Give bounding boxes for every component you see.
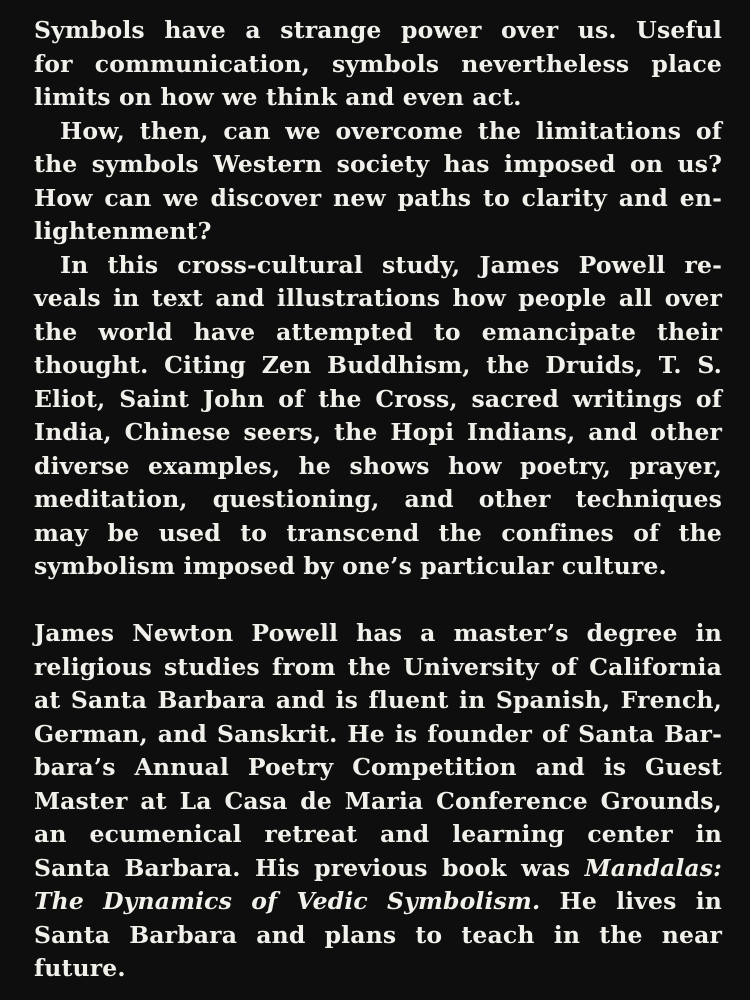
text-line: India, Chinese seers, the Hopi Indians, and other <box>34 418 722 446</box>
author-bio-paragraph <box>34 617 722 986</box>
text-line: may be used to transcend the confines of the <box>34 518 722 547</box>
text-line: Master at La Casa de Maria Conference Grounds, <box>34 786 722 815</box>
book-back-cover-text <box>34 14 722 986</box>
book-title-part2: The Dynamics of Vedic Symbolism. <box>34 887 541 915</box>
text-line: meditation, questioning, and other techniques <box>34 485 722 513</box>
study-description-paragraph <box>34 249 722 584</box>
text-line: the world have attempted to emancipate their <box>34 317 722 346</box>
bio-line-text: He lives in <box>540 887 723 915</box>
text-line: limits on how we think and even act. <box>34 83 522 111</box>
text-line: How, then, can we overcome the limitations of <box>60 116 722 145</box>
text-line: thought. Citing Zen Buddhism, the Druids, T. S. <box>34 351 722 379</box>
text-line: James Newton Powell has a master’s degree in <box>34 619 722 647</box>
text-line: Eliot, Saint John of the Cross, sacred writings of <box>34 384 722 413</box>
text-line: religious studies from the University of California <box>34 652 722 681</box>
text-line: veals in text and illustrations how people all over <box>34 284 722 312</box>
text-line: bara’s Annual Poetry Competition and is Guest <box>34 753 722 781</box>
text-line: diverse examples, he shows how poetry, prayer, <box>34 451 722 480</box>
text-line: Santa Barbara and plans to teach in the near <box>34 920 722 949</box>
text-line <box>34 852 722 886</box>
text-line <box>34 885 722 919</box>
paragraph-gap <box>34 584 722 618</box>
intro-paragraph <box>34 14 722 115</box>
text-line: future. <box>34 954 126 982</box>
text-line: How can we discover new paths to clarity and en- <box>34 183 722 212</box>
text-line: Symbols have a strange power over us. Useful <box>34 16 722 44</box>
text-line: In this cross-cultural study, James Powell re- <box>60 250 722 279</box>
text-line: lightenment? <box>34 217 212 245</box>
question-paragraph <box>34 115 722 249</box>
text-line: for communication, symbols nevertheless place <box>34 49 722 78</box>
text-line: symbolism imposed by one’s particular culture. <box>34 552 667 580</box>
text-line: the symbols Western society has imposed on us? <box>34 150 722 178</box>
book-title-part1: Mandalas: <box>584 853 722 882</box>
text-line: at Santa Barbara and is fluent in Spanish, French, <box>34 686 722 714</box>
text-line: an ecumenical retreat and learning center in <box>34 820 722 848</box>
text-line: German, and Sanskrit. He is founder of Santa Bar- <box>34 719 722 748</box>
bio-line-text: Santa Barbara. His previous book was <box>34 853 585 882</box>
